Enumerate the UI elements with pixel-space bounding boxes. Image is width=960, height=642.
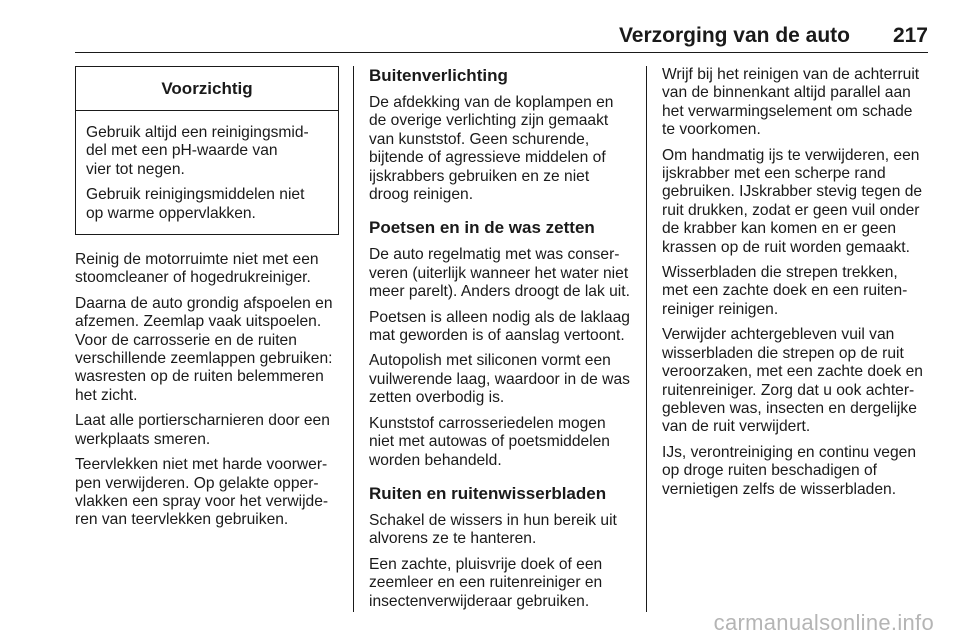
paragraph: De auto regelmatig met was conser- veren (uiterlijk wanneer het water niet meer parelt). Anders droogt de lak uit. [369, 246, 630, 301]
column-divider [646, 66, 647, 612]
column-divider [353, 66, 354, 612]
paragraph: Wrijf bij het reinigen van de achterruit van de binnenkant altijd parallel aan het verwarmingselement om schade te voorkomen. [662, 66, 920, 139]
page-number: 217 [892, 24, 928, 47]
paragraph: Autopolish met siliconen vormt een vuilwerende laag, waardoor in de was zetten overbodig is. [369, 352, 630, 407]
paragraph: Wisserbladen die strepen trekken, met een zachte doek en een ruiten- reiniger reinigen. [662, 264, 908, 318]
column-right [662, 66, 928, 506]
paragraph: Daarna de auto grondig afspoelen en afzemen. Zeemlap vaak uitspoelen. Voor de carrosserie en de ruiten verschillende zeemlappen gebruiken: wasresten op de ruiten belemmeren het zicht. [75, 294, 333, 404]
paragraph: Teervlekken niet met harde voorwer- pen verwijderen. Op gelakte opper- vlakken een spray voor het verwijde- ren van teervlekken gebruiken. [75, 456, 329, 529]
caution-box [75, 66, 339, 235]
paragraph: Verwijder achtergebleven vuil van wisserbladen die strepen op de ruit veroorzaken, met een zachte doek en ruitenreiniger. Zorg dat u ook achter- gebleven was, insecten en dergelijke van de ruit verwijdert. [662, 326, 923, 436]
column-left [75, 66, 339, 537]
paragraph: Kunststof carrosseriedelen mogen niet met autowas of poetsmiddelen worden behandeld. [369, 414, 610, 469]
section-heading-polishing: Poetsen en in de was zetten [369, 218, 595, 238]
caution-text-1: Gebruik altijd een reinigingsmid- del met een pH-waarde van vier tot negen. [86, 124, 309, 178]
caution-body [76, 111, 338, 234]
page-header [75, 24, 928, 50]
paragraph: Laat alle portierscharnieren door een werkplaats smeren. [75, 412, 330, 448]
paragraph: Om handmatig ijs te verwijderen, een ijskrabber met een scherpe rand gebruiken. IJskrabber stevig tegen de ruit drukken, zodat er geen vuil onder de krabber kan komen en er geen krassen op de ruit worden gemaakt. [662, 146, 923, 256]
paragraph: De afdekking van de koplampen en de overige verlichting zijn gemaakt van kunststof. Geen schurende, bijtende of agressieve middelen of ijskrabbers gebruiken en ze niet droog reinigen. [369, 94, 614, 204]
section-heading-exterior-lights: Buitenverlichting [369, 66, 508, 85]
caution-text-2: Gebruik reinigingsmiddelen niet op warme oppervlakken. [86, 186, 305, 222]
watermark-text: carmanualsonline.info [713, 610, 934, 635]
header-divider [75, 52, 928, 53]
paragraph: Een zachte, pluisvrije doek of een zeemleer en een ruitenreiniger en insectenverwijderaar gebruiken. [369, 555, 603, 610]
paragraph: Poetsen is alleen nodig als de laklaag mat geworden is of aanslag vertoont. [369, 308, 630, 345]
chapter-title: Verzorging van de auto [618, 24, 850, 47]
column-middle [369, 66, 634, 618]
paragraph: Schakel de wissers in hun bereik uit alvorens ze te hanteren. [369, 511, 617, 548]
paragraph: IJs, verontreiniging en continu vegen op droge ruiten beschadigen of vernietigen zelfs de wisserbladen. [662, 443, 916, 498]
section-heading-windows-wipers: Ruiten en ruitenwisserbladen [369, 483, 607, 503]
paragraph: Reinig de motorruimte niet met een stoomcleaner of hogedrukreiniger. [75, 251, 319, 287]
caution-title: Voorzichtig [76, 67, 338, 111]
